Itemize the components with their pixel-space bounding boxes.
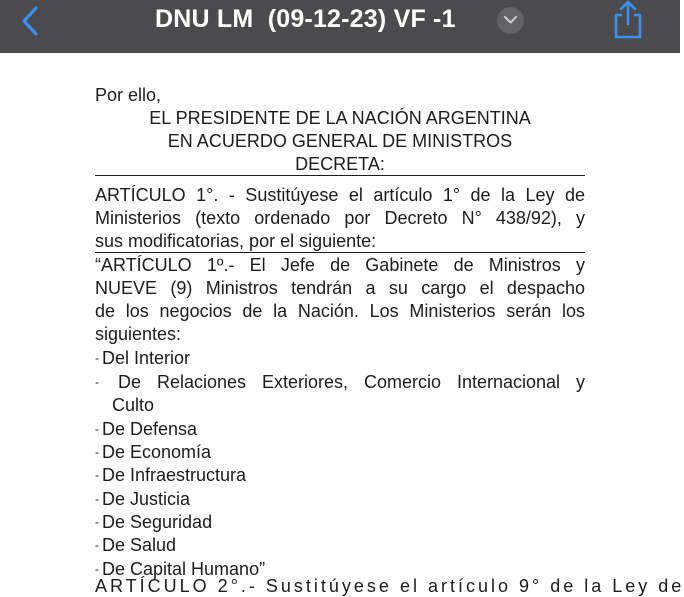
quoted-article-line: de los negocios de la Nación. Los Ministerios serán los: [95, 301, 585, 321]
ministry-item: - De Infraestructura: [95, 465, 247, 485]
heading-line: EN ACUERDO GENERAL DE MINISTROS: [167, 131, 513, 151]
quoted-article-line: siguientes:: [95, 324, 182, 344]
intro-text: Por ello,: [95, 85, 162, 105]
toolbar: [0, 0, 680, 53]
heading-line: DECRETA:: [295, 154, 385, 174]
next-article-cutoff: ARTÍCULO 2°.- Sustitúyese el artículo 9° de la Ley de: [95, 576, 684, 596]
title-menu-chevron-icon[interactable]: [497, 7, 524, 34]
share-icon[interactable]: [610, 0, 646, 40]
article-1-line: Ministerios (texto ordenado por Decreto N° 438/92), y: [95, 208, 585, 228]
ministry-item: - De Defensa: [95, 419, 198, 439]
ministry-item: - De Economía: [95, 442, 212, 462]
ministry-item: - De Relaciones Exteriores, Comercio Internacional y: [95, 372, 585, 392]
article-1-line: ARTÍCULO 1°. - Sustitúyese el artículo 1° de la Ley de: [95, 185, 585, 205]
ministry-item: - De Justicia: [95, 489, 191, 509]
document-title[interactable]: DNU LM (09-12-23) VF -1: [155, 5, 456, 33]
divider-rule: [95, 175, 585, 176]
ministry-item: - De Salud: [95, 535, 177, 555]
divider-rule: [95, 252, 585, 253]
quoted-article-line: NUEVE (9) Ministros tendrán a su cargo el despacho: [95, 278, 585, 298]
heading-line: EL PRESIDENTE DE LA NACIÓN ARGENTINA: [149, 108, 531, 128]
ministry-item: - De Capital Humano”: [95, 559, 266, 579]
ministry-item-continued: Culto: [112, 395, 155, 415]
article-1-line: sus modificatorias, por el siguiente:: [95, 231, 377, 251]
back-chevron-icon[interactable]: [14, 5, 46, 37]
quoted-article-line: “ARTÍCULO 1º.- El Jefe de Gabinete de Ministros y: [95, 255, 585, 275]
ministry-item: - De Seguridad: [95, 512, 213, 532]
ministry-item: - Del Interior: [95, 348, 191, 368]
